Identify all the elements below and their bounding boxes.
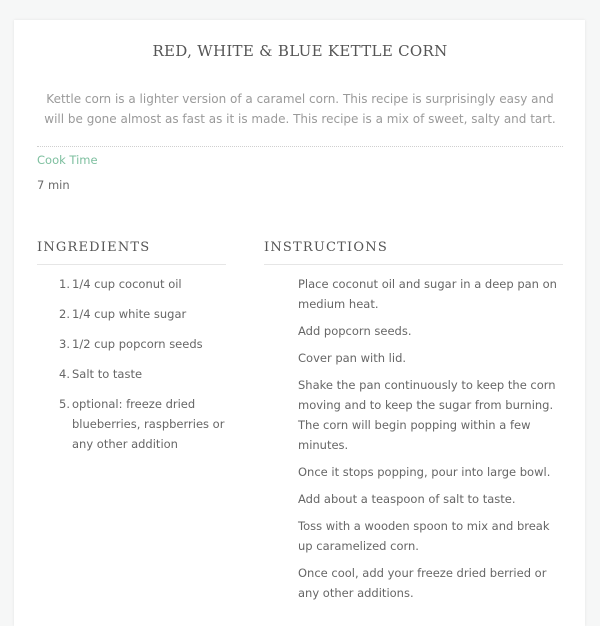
- instruction-step: Toss with a wooden spoon to mix and break up caramelized corn.: [298, 519, 550, 553]
- instruction-step: Once cool, add your freeze dried berried or any other additions.: [298, 566, 547, 600]
- ingredients-list: [37, 274, 227, 464]
- ingredient-text: 1/4 cup white sugar: [72, 307, 187, 321]
- instructions-heading: INSTRUCTIONS: [264, 240, 388, 255]
- ingredients-heading: INGREDIENTS: [37, 240, 151, 255]
- ingredient-number: 2.: [59, 307, 70, 321]
- ingredient-item: [37, 274, 227, 294]
- ingredient-item: [37, 394, 227, 454]
- ingredient-text: 1/2 cup popcorn seeds: [72, 337, 203, 351]
- instructions-list: [298, 274, 563, 610]
- ingredient-number: 4.: [59, 367, 70, 381]
- instruction-step: Place coconut oil and sugar in a deep pan on medium heat.: [298, 277, 557, 311]
- instruction-step: Shake the pan continuously to keep the corn moving and to keep the sugar from burning. The corn will begin popping within a few minutes.: [298, 378, 556, 452]
- ingredient-number: 3.: [59, 337, 70, 351]
- summary-divider: [37, 146, 563, 147]
- ingredient-item: [37, 364, 227, 384]
- ingredients-divider: [37, 264, 226, 265]
- instruction-step: Cover pan with lid.: [298, 351, 407, 365]
- ingredient-text: 1/4 cup coconut oil: [72, 277, 182, 291]
- instructions-divider: [264, 264, 563, 265]
- ingredient-number: 5.: [59, 397, 70, 411]
- ingredient-number: 1.: [59, 277, 70, 291]
- cook-time-value: 7 min: [37, 178, 70, 192]
- recipe-title: RED, WHITE & BLUE KETTLE CORN: [152, 42, 448, 60]
- instruction-step: Add popcorn seeds.: [298, 324, 412, 338]
- instruction-step: Once it stops popping, pour into large bowl.: [298, 465, 551, 479]
- cook-time-label: Cook Time: [37, 153, 98, 167]
- recipe-summary: Kettle corn is a lighter version of a caramel corn. This recipe is surprisingly easy and will be gone almost as fast as it is made. This recipe is a mix of sweet, salty and tart.: [44, 92, 556, 126]
- ingredient-text: Salt to taste: [72, 367, 143, 381]
- ingredient-item: [37, 334, 227, 354]
- instruction-step: Add about a teaspoon of salt to taste.: [298, 492, 516, 506]
- ingredient-text: optional: freeze dried blueberries, raspberries or any other addition: [72, 397, 225, 451]
- ingredient-item: [37, 304, 227, 324]
